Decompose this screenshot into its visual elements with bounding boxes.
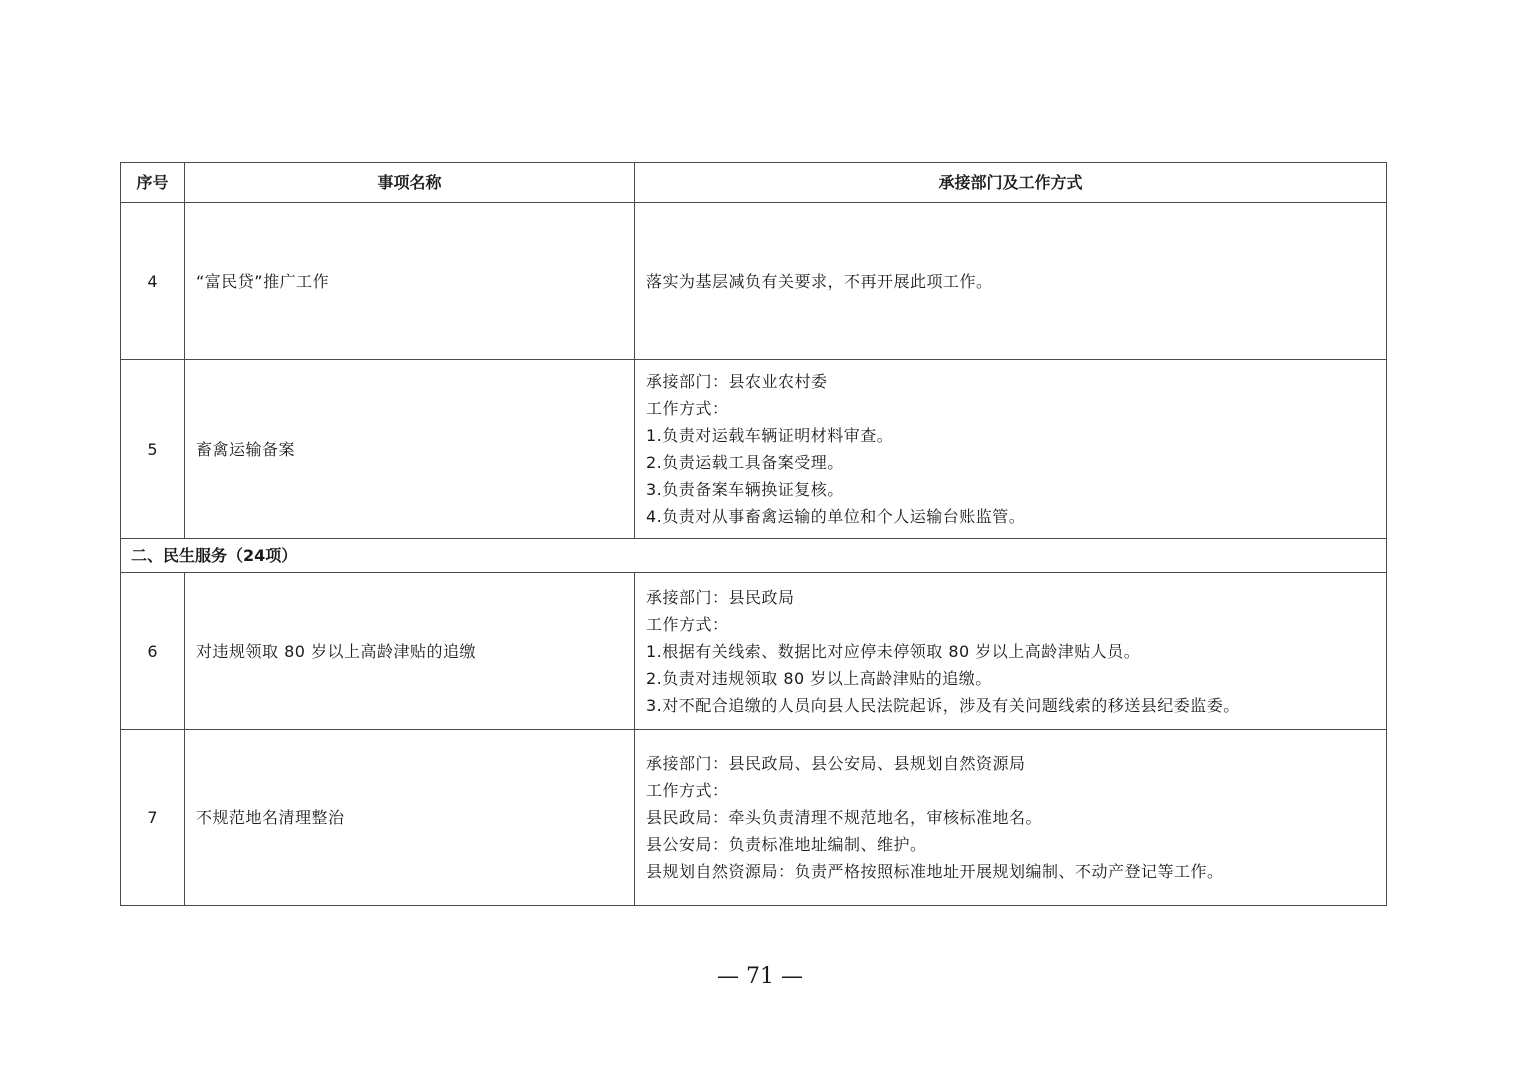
row-method xyxy=(635,203,1387,360)
row-seq: 5 xyxy=(121,360,185,539)
page-number: — 71 — xyxy=(717,964,803,989)
method-line: 县公安局：负责标准地址编制、维护。 xyxy=(646,835,927,854)
table-row xyxy=(121,360,1387,539)
method-line: 县民政局：牵头负责清理不规范地名，审核标准地名。 xyxy=(646,808,1043,827)
method-line: 工作方式： xyxy=(646,399,729,418)
section-title: 二、民生服务（24项） xyxy=(121,539,1387,573)
method-line: 县规划自然资源局：负责严格按照标准地址开展规划编制、不动产登记等工作。 xyxy=(646,862,1224,881)
row-method xyxy=(635,360,1387,539)
section-row xyxy=(121,539,1387,573)
header-seq: 序号 xyxy=(121,163,185,203)
method-line: 工作方式： xyxy=(646,781,729,800)
header-method: 承接部门及工作方式 xyxy=(635,163,1387,203)
table-row xyxy=(121,730,1387,906)
method-line: 承接部门：县民政局 xyxy=(646,587,795,607)
row-seq: 4 xyxy=(121,203,185,360)
method-line: 3.负责备案车辆换证复核。 xyxy=(646,480,844,499)
row-method xyxy=(635,573,1387,730)
method-line: 1.根据有关线索、数据比对应停未停领取 80 岁以上高龄津贴人员。 xyxy=(646,641,1141,661)
method-line: 4.负责对从事畜禽运输的单位和个人运输台账监管。 xyxy=(646,507,1026,526)
table-header-row xyxy=(121,163,1387,203)
method-line: 承接部门：县农业农村委 xyxy=(646,372,828,391)
row-name: 畜禽运输备案 xyxy=(185,360,635,539)
header-name: 事项名称 xyxy=(185,163,635,203)
table-row xyxy=(121,203,1387,360)
method-line: 1.负责对运载车辆证明材料审查。 xyxy=(646,426,894,445)
row-seq: 6 xyxy=(121,573,185,730)
method-line: 落实为基层减负有关要求，不再开展此项工作。 xyxy=(646,271,993,291)
row-seq: 7 xyxy=(121,730,185,906)
row-name: “富民贷”推广工作 xyxy=(185,203,635,360)
row-name: 对违规领取 80 岁以上高龄津贴的追缴 xyxy=(185,573,635,730)
row-name: 不规范地名清理整治 xyxy=(185,730,635,906)
method-line: 3.对不配合追缴的人员向县人民法院起诉，涉及有关问题线索的移送县纪委监委。 xyxy=(646,695,1240,715)
method-line: 2.负责对违规领取 80 岁以上高龄津贴的追缴。 xyxy=(646,668,992,688)
matters-table xyxy=(120,162,1387,906)
method-line: 承接部门：县民政局、县公安局、县规划自然资源局 xyxy=(646,754,1026,773)
method-line: 工作方式： xyxy=(646,614,729,634)
method-line: 2.负责运载工具备案受理。 xyxy=(646,453,844,472)
row-method xyxy=(635,730,1387,906)
table-row xyxy=(121,573,1387,730)
